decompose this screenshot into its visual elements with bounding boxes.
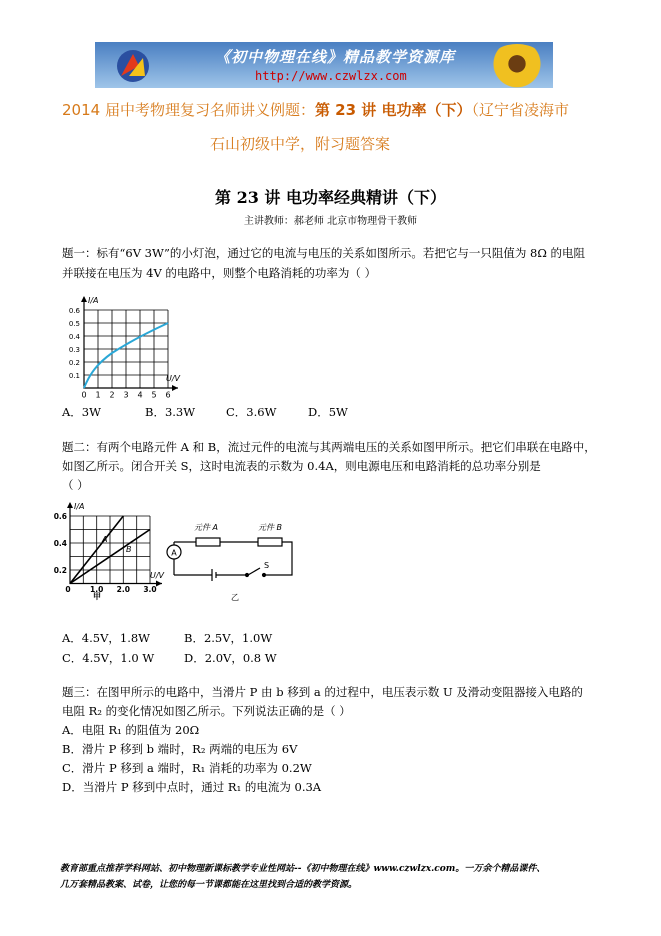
headline-bold: 第 23 讲 电功率（下） — [314, 101, 472, 119]
q2-circuit-diagram — [160, 508, 300, 603]
headline-line-1 — [62, 99, 602, 120]
q1-ytick: 0.5 — [68, 320, 80, 328]
q2-xtick: 3.0 — [143, 585, 157, 594]
q2-option-b: B．2.5V，1.0W — [184, 631, 273, 645]
q1-text-line-1: 题一：标有“6V 3W”的小灯泡，通过它的电流与电压的关系如图所示。若把它与一只阻值为 8Ω 的电阻 — [62, 246, 586, 260]
q1-ytick: 0.6 — [68, 307, 80, 315]
lesson-subtitle: 主讲教师：郝老师 北京市物理骨干教师 — [243, 216, 418, 227]
site-logo-icon — [113, 48, 153, 84]
ammeter-label: A — [171, 548, 177, 558]
q1-text-line-2: 并联接在电压为 4V 的电路中，则整个电路消耗的功率为（ ） — [62, 266, 377, 280]
q1-option-d: D．5W — [308, 405, 348, 419]
switch-label: S — [264, 561, 270, 570]
q1-xtick: 0 — [81, 390, 87, 400]
banner-url: http://www.czwlzx.com — [255, 69, 407, 83]
q1-option-c: C．3.6W — [226, 405, 277, 419]
q1-xlabel: U/V — [166, 374, 181, 383]
q1-iu-chart — [62, 293, 182, 400]
headline-suffix: （辽宁省凌海市 — [471, 101, 570, 119]
q2-ylabel: I/A — [74, 502, 85, 511]
q3-option-b: B．滑片 P 移到 b 端时，R₂ 两端的电压为 6V — [62, 742, 298, 756]
q2-xtick: 0 — [65, 585, 71, 594]
headline-line-2: 石山初级中学，附习题答案 — [210, 135, 391, 153]
q2-text-line-2: 如图乙所示。闭合开关 S，这时电流表的示数为 0.4A，则电源电压和电路消耗的总功率分别是 — [62, 459, 541, 473]
q1-ytick: 0.4 — [68, 333, 80, 341]
footer-line-1: 教育部重点推荐学科网站、初中物理新课标教学专业性网站--《初中物理在线》www.czwlzx.com。一万余个精品课件、 — [60, 864, 546, 874]
q2-xtick: 1.0 — [90, 585, 104, 594]
q2-series-b-label: B — [126, 545, 132, 554]
footer-line-2: 几万套精品教案、试卷，让您的每一节课都能在这里找到合适的教学资源。 — [60, 880, 358, 890]
q3-option-a: A．电阻 R₁ 的阻值为 20Ω — [62, 723, 200, 737]
q3-text-line-1: 题三：在图甲所示的电路中，当滑片 P 由 b 移到 a 的过程中，电压表示数 U 及滑动变阻器接入电路的 — [62, 685, 583, 699]
element-b-label: 元件 B — [258, 523, 283, 532]
q2-xlabel: U/V — [150, 571, 165, 580]
q2-chart-caption: 甲 — [93, 592, 101, 601]
q1-ytick: 0.3 — [68, 346, 80, 354]
q1-xtick: 6 — [165, 390, 171, 400]
q2-iu-chart — [50, 500, 170, 600]
sunflower-icon — [487, 44, 547, 88]
banner-title: 《初中物理在线》精品教学资源库 — [215, 48, 456, 66]
q2-series-a-label: A — [102, 535, 108, 544]
q1-xtick: 1 — [95, 390, 101, 400]
q2-ytick: 0.4 — [53, 539, 67, 548]
q2-ytick: 0.2 — [53, 566, 67, 575]
element-a-label: 元件 A — [194, 523, 219, 532]
q1-ylabel: I/A — [88, 296, 99, 305]
site-banner — [95, 42, 553, 88]
q2-text-line-3: （ ） — [62, 478, 89, 492]
q1-xtick: 5 — [151, 390, 157, 400]
footer-note — [60, 861, 620, 893]
q1-option-b: B．3.3W — [145, 405, 196, 419]
q1-xtick: 3 — [123, 390, 129, 400]
q3-option-c: C．滑片 P 移到 a 端时，R₁ 消耗的功率为 0.2W — [62, 761, 312, 775]
q2-circuit-caption: 乙 — [231, 593, 239, 602]
headline-prefix: 2014 届中考物理复习名师讲义例题： — [62, 101, 315, 119]
q2-text-line-1: 题二：有两个电路元件 A 和 B，流过元件的电流与其两端电压的关系如图甲所示。把它们串联在电路中， — [62, 440, 596, 454]
q2-ytick: 0.6 — [53, 512, 67, 521]
q1-ytick: 0.2 — [68, 359, 80, 367]
q2-xtick: 2.0 — [116, 585, 130, 594]
lesson-title: 第 23 讲 电功率经典精讲（下） — [215, 188, 446, 207]
q3-option-d: D．当滑片 P 移到中点时，通过 R₁ 的电流为 0.3A — [62, 780, 322, 794]
q2-option-c: C．4.5V，1.0 W — [62, 651, 155, 665]
q3-text-line-2: 电阻 R₂ 的变化情况如图乙所示。下列说法正确的是（ ） — [62, 704, 351, 718]
q1-xtick: 4 — [137, 390, 143, 400]
q2-option-a: A．4.5V，1.8W — [62, 631, 151, 645]
q1-ytick: 0.1 — [68, 372, 80, 380]
q1-option-a: A．3W — [62, 405, 101, 419]
q1-xtick: 2 — [109, 390, 115, 400]
q2-option-d: D．2.0V，0.8 W — [184, 651, 277, 665]
